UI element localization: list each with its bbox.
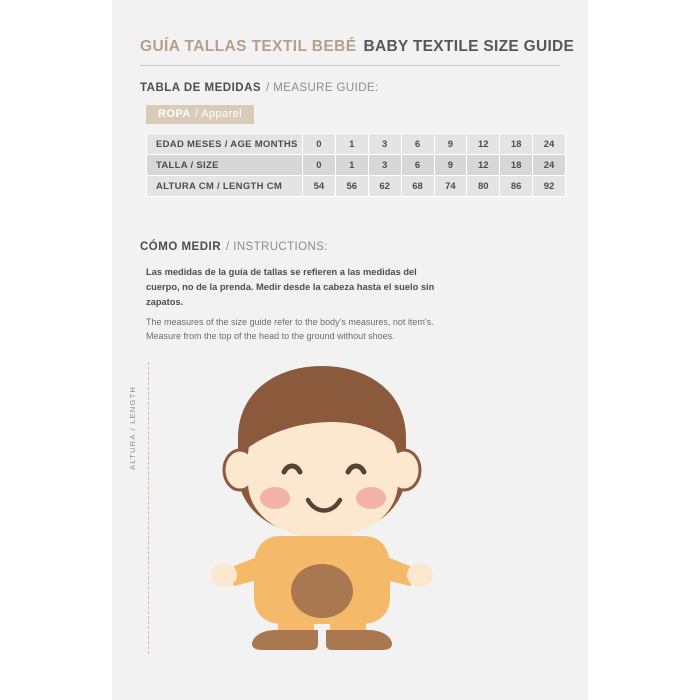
row-label: TALLA / SIZE [147, 155, 303, 176]
illustration-area [112, 360, 588, 660]
table-cell: 86 [500, 176, 533, 197]
size-table [146, 133, 566, 197]
height-axis-label: ALTURA / LENGTH [128, 385, 137, 470]
table-cell: 9 [434, 134, 467, 155]
table-row [147, 155, 566, 176]
table-row [147, 176, 566, 197]
instructions-heading [140, 241, 560, 253]
table-cell: 74 [434, 176, 467, 197]
height-dashed-line [148, 362, 149, 654]
instructions-heading-es: CÓMO MEDIR [140, 241, 222, 253]
table-cell: 6 [401, 155, 434, 176]
apparel-tag-es: ROPA [158, 108, 191, 120]
table-cell: 1 [335, 134, 368, 155]
table-cell: 68 [401, 176, 434, 197]
instructions-body [146, 265, 560, 343]
table-cell: 0 [303, 134, 336, 155]
apparel-tag [146, 105, 254, 124]
instructions-heading-en: / INSTRUCTIONS: [226, 241, 328, 253]
table-cell: 9 [434, 155, 467, 176]
table-row [147, 134, 566, 155]
size-guide-sheet [112, 0, 588, 700]
table-cell: 6 [401, 134, 434, 155]
page-title [140, 38, 575, 66]
row-label: EDAD MESES / AGE MONTHS [147, 134, 303, 155]
title-english: BABY TEXTILE SIZE GUIDE [363, 38, 575, 55]
measure-guide-heading-es: TABLA DE MEDIDAS [140, 82, 262, 94]
table-cell: 12 [467, 134, 500, 155]
apparel-tag-en: / Apparel [194, 108, 242, 120]
table-cell: 24 [533, 134, 566, 155]
title-spanish: GUÍA TALLAS TEXTIL BEBÉ [140, 38, 357, 55]
table-cell: 18 [500, 134, 533, 155]
table-cell: 56 [335, 176, 368, 197]
instructions-text-en: The measures of the size guide refer to the body's measures, not item's. Measure from the top of the head to the ground without shoes. [146, 317, 434, 341]
table-cell: 62 [368, 176, 401, 197]
table-cell: 24 [533, 155, 566, 176]
instructions-text-es: Las medidas de la guía de tallas se refieren a las medidas del cuerpo, no de la prenda. Medir desde la cabeza hasta el suelo sin zapatos. [146, 267, 435, 307]
table-cell: 18 [500, 155, 533, 176]
table-cell: 3 [368, 134, 401, 155]
table-cell: 12 [467, 155, 500, 176]
table-cell: 1 [335, 155, 368, 176]
instructions-section [140, 241, 560, 343]
table-cell: 92 [533, 176, 566, 197]
table-cell: 54 [303, 176, 336, 197]
table-cell: 3 [368, 155, 401, 176]
baby-illustration-icon [172, 360, 472, 650]
measure-guide-heading [140, 82, 560, 94]
table-cell: 0 [303, 155, 336, 176]
table-cell: 80 [467, 176, 500, 197]
measure-guide-heading-en: / MEASURE GUIDE: [266, 82, 379, 94]
row-label: ALTURA CM / LENGTH CM [147, 176, 303, 197]
